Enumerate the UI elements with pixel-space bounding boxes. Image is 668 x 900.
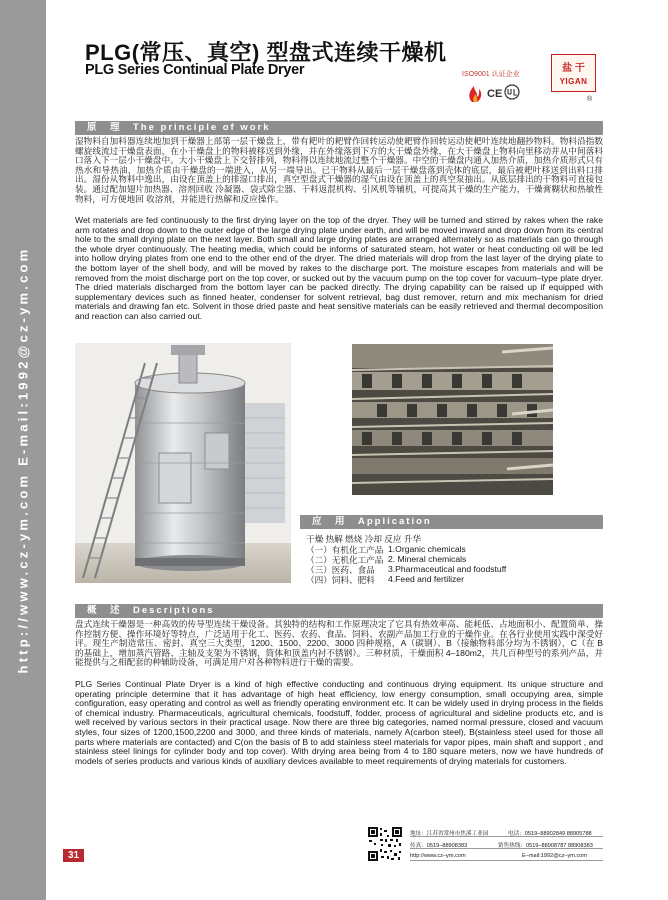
address-text: 地址：江苏省常州市焦溪工业园	[410, 831, 489, 837]
sidebar-band	[0, 0, 46, 900]
iso-certification-text: ISO9001 认证企业	[462, 71, 520, 78]
application-item-cn: （二）无机化工产品	[306, 555, 384, 565]
sidebar-contact-text: http://www.cz-ym.com E-mail:1992@cz-ym.com	[15, 246, 31, 674]
dryer-exterior-photo	[75, 343, 291, 583]
fax-text: 传真：0519–88908383	[410, 843, 468, 849]
contact-row	[410, 852, 603, 861]
logo-english-text: YIGAN	[559, 77, 588, 86]
application-item-en: 2. Mineral chemicals	[388, 554, 467, 564]
application-item-cn: （三）医药、食品	[306, 565, 375, 575]
website-link[interactable]: http://www.cz–ym.com	[410, 853, 466, 859]
page-title-en: PLG Series Continual Plate Dryer	[85, 62, 305, 78]
contact-row	[410, 828, 603, 837]
application-item-en: 3.Pharmaceutical and foodstuff	[388, 564, 507, 574]
description-text-cn: 盘式连续干燥器是一种高效的传导型连续干燥设备。其独特的结构和工作原理决定了它具有热效率高、能耗低、占地面积小、配置简单、操作控制方便、操作环境好等特点，广泛适用于化工、医药、农药、食品、饲料、农副产品加工行业的干燥作业。在各行业使用实践中深受好评。现生产制造常压、密封、真空三大类型，1200、1500、2200、3000 四种规格，A（碳钢）、B（接触物料部分均为不锈钢），C（在 B 的基础上，增加蒸汽管路、主轴及支架为不锈钢，筒体和顶盖内衬不锈钢）。三种材质，干燥面积 4–180m2，共几百种型号的系列产品，并能提供与之相配套的种辅助设备，可满足用户对各种物料进行干燥的需要。	[75, 619, 603, 668]
page-title-cn: PLG(常压、真空) 型盘式连续干燥机	[85, 40, 447, 65]
description-text-en: PLG Series Continual Plate Dryer is a kind of high effective conducting and continuous drying equipment. Its unique structure and operating principle determine that it has advantage of high heat efficiency, low energy consumption, small occupying area, simple configuration, easy operating and control as well as friendly operating environment etc. It can be widely used in drying process in the fields of chemical industry. Pharmaceuticals, agricultural chemicals, foodstuff, fodder, process of agricultural and sideline products etc, and is well received by various sectors in their practical usage. Now there are three big categories, named normal pressure, closed and vacuum styles, four sizes of 1200,1500,2200 and 3000, and three kinds of materials, namely A(carbon steel), B(stainless steel used for those all parts where materials are contacted) and C(on the basis of B to add stainless steel materials for vapor pipes, main shaft and support , and stainless steel linings for cylinder body and top cover). With drying area being from 4 to 180 square meters, now we have hundreds of models of series products and various kinds of auxiliary devices available to meet requirements of drying materials for customers.	[75, 679, 603, 766]
section-heading-principle: 原 理 The principle of work	[75, 121, 603, 135]
principle-text-cn: 湿物料自加料器连续地加到干燥器上部第一层干燥盘上，带有耙叶的耙臂作回转运动使耙臂作回转运动使耙叶连续地翻抄物料。物料沿指数螺旋线流过干燥盘表面，在小干燥盘上的物料被移送到外缘，并在外缘落到下方的大干燥盘外缘，在大干燥盘上物料向里移动并从中间落料口落入下一层小干燥盘中。大小干燥盘上下交替排列，物料得以连续地流过整个干燥器。中空的干燥盘内通入加热介质，加热介质形式只有热水和导热油，加热介质由干燥盘的一端进入，从另一端导出。已干物料从最后一层干燥盘落到壳体的底层，最后被耙叶移送到出料口排出。湿份从物料中逸出，由设在顶盖上的排湿口排出，真空型盘式干燥器的湿气由设在顶盖上的真空泵抽出。从底层排出的干物料可直接包装。通过配加翅片加热器、溶剂回收 冷凝器、袋式除尘器、干料返混机构、引风机等辅机，可提高其干燥的生产能力，干燥膏糊状和热敏性物料，可方便地回 收溶剂，并能进行热解和反应操作。	[75, 136, 603, 204]
qr-code-icon	[367, 826, 403, 862]
phone-text: 电话：0519–88902849 88905788	[508, 831, 592, 837]
page-number: 31	[63, 849, 84, 862]
certification-icons	[466, 80, 536, 104]
application-keywords: 干燥 热解 燃烧 冷却 反应 升华	[306, 534, 422, 544]
application-item-en: 4.Feed and fertilizer	[388, 574, 464, 584]
contact-row	[410, 840, 603, 849]
ul-mark-icon	[505, 85, 519, 99]
contact-info	[410, 828, 603, 862]
ce-mark-icon: CE	[487, 88, 503, 100]
company-logo	[551, 54, 596, 92]
logo-chinese-text: 盐 干	[562, 63, 585, 74]
flame-icon	[469, 86, 481, 102]
principle-text-en: Wet materials are fed continuously to the first drying layer on the top of the dryer. They will be turned and stirred by rakes when the rake arm rotates and drop down to the outer edge of the large drying plate under earth, and will be moved inward and drop down from its central hole to the small drying plate on the next layer. Both small and large drying plates are arranged alternately so as materials can go through the whole dryer continuously. The heating media, which could be informs of saturated steam, hot water or heat conducting oil will be led into hollow drying plates from one end to the other end of the dryer. The dried materials will drop from the last layer of the drying plate to the bottom layer of the shell body, and will be moved by rakes to the discharge port. The moisture escapes from materials and will be removed from the moist discharge port on the top cover, or sucked out by the vacuum pump on the top cover for vacuum–type plate dryer. The dried materials discharged from the bottom layer can be packed directly. The drying capability can be raised up if equipped with supplementary devices such as finned heater, condenser for solvent retrieval, bag dust remover, return and mix mechanism for dried materials and drawing fan etc. Solvent in those dried paste and heat sensitive materials can be easily retrieved and thermal decomposition and reaction can also carried out.	[75, 215, 603, 321]
application-item-cn: （一）有机化工产品	[306, 545, 384, 555]
section-heading-descriptions: 概 述 Descriptions	[75, 604, 603, 618]
application-item-cn: （四）饲料、肥料	[306, 575, 375, 585]
drying-plates-photo	[352, 344, 553, 495]
registered-mark: ®	[587, 96, 593, 103]
sales-phone-text: 销售热线：0519–88908787 88908383	[498, 843, 593, 849]
email-link[interactable]: E–mail:1992@cz–ym.com	[522, 853, 588, 859]
section-heading-application: 应 用 Application	[300, 515, 603, 529]
application-item-en: 1.Organic chemicals	[388, 544, 466, 554]
